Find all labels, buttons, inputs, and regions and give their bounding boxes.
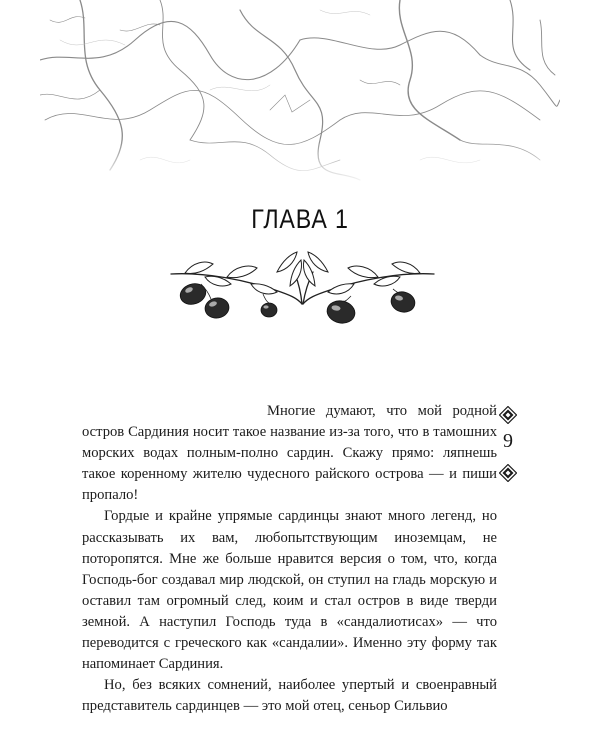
diamond-ornament-icon [499, 464, 517, 482]
chapter-body-text [82, 401, 497, 717]
paragraph-1: Многие думают, что мой родной остров Сардиния носит такое название из-за того, что в тамошних морских водах полным-полно сардин. Скажу прямо: ляпнешь такое коренному жителю чудесного райского острова — и пиши пропало! [82, 403, 497, 504]
diamond-ornament-icon [499, 406, 517, 424]
page-number-marker [492, 406, 524, 486]
olive-branch-icon [165, 244, 440, 332]
paragraph-2: Гордые и крайне упрямые сардинцы знают много легенд, но рассказывать их вам, любопытствующим иноземцам, не поторопятся. Мне же больше нравится версия о том, что, когда Господь-бог создавал мир людской, он ступил на гладь морскую и оставил там огромный след, коим и стал остров в виде тверди земной. А наступил Господь туда в «сандалиотисах» — что переводится с греческого как «сандалии». Именно эту форму так напоминает Сардиния. [82, 508, 497, 673]
marble-texture-header [40, 0, 560, 185]
page-number: 9 [503, 430, 513, 452]
chapter-title: ГЛАВА 1 [251, 204, 349, 234]
paragraph-3: Но, без всяких сомнений, наиболее упертый и своенравный представитель сардинцев — это мой отец, сеньор Сильвио [82, 677, 497, 715]
